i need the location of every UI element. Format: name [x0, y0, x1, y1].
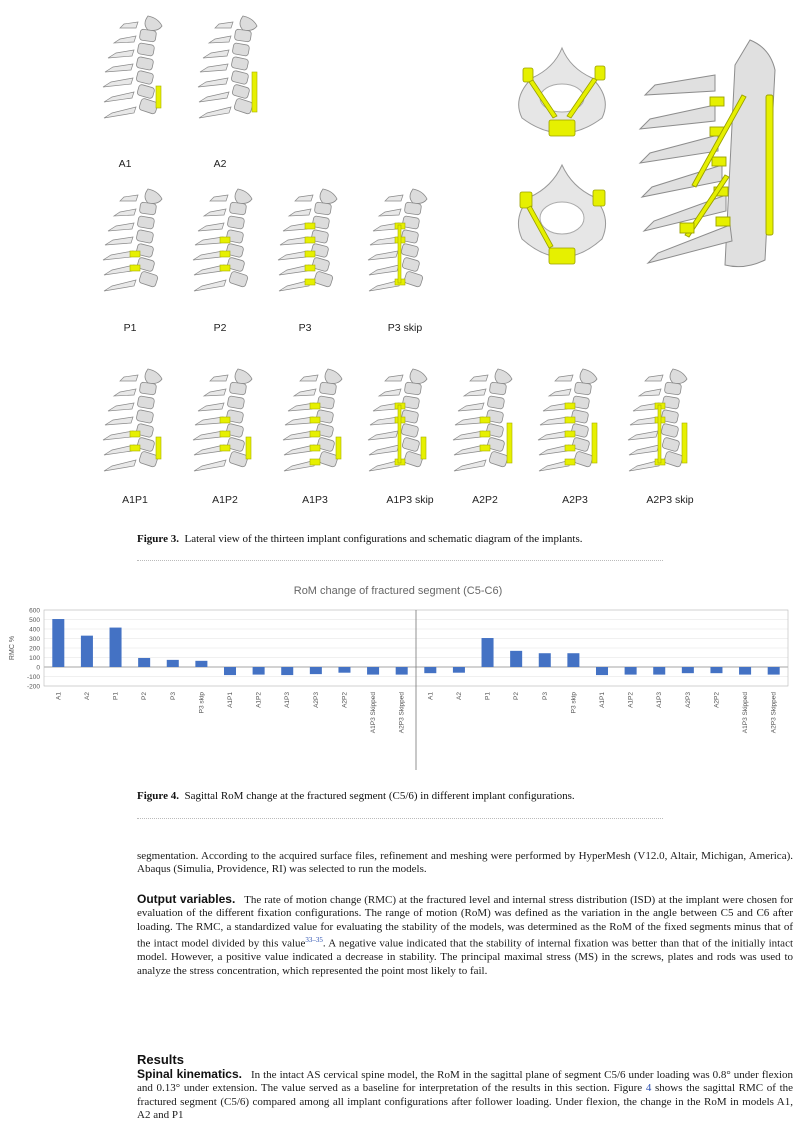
bar [396, 667, 408, 675]
config-label: A2P3 [562, 494, 588, 506]
section-heading-results: Results [137, 1052, 184, 1067]
section-heading-output-variables: Output variables. [137, 892, 236, 906]
rom-chart-svg [4, 580, 792, 780]
x-tick-label: A1P2 [255, 692, 263, 708]
caption-divider [137, 560, 663, 561]
spine-model-p2 [190, 185, 260, 305]
x-tick-label: P2 [513, 692, 521, 700]
bar [768, 667, 780, 675]
x-tick-label: A2P2 [713, 692, 721, 708]
bar [281, 667, 293, 675]
spine-model-a1p2 [190, 365, 260, 485]
spine-model-a2p3-skip [625, 365, 695, 485]
y-tick-label: -200 [26, 683, 40, 691]
x-tick-label: A1 [427, 692, 435, 700]
implant-schematic-anterior [505, 38, 620, 148]
y-tick-label: 0 [36, 664, 40, 672]
bar [710, 667, 722, 673]
section-heading-spinal-kinematics: Spinal kinematics. [137, 1067, 242, 1081]
implant-schematic-lateral [630, 35, 790, 275]
x-tick-label: P3 [541, 692, 549, 700]
bar [539, 653, 551, 667]
bar [52, 619, 64, 667]
config-label: A1 [118, 158, 132, 170]
bar [510, 651, 522, 667]
spine-model-a2p3 [535, 365, 605, 485]
spine-model-a1p3-skip [365, 365, 435, 485]
implant-schematic-posterior [505, 160, 620, 275]
y-tick-label: 200 [29, 645, 40, 653]
bar [138, 658, 150, 667]
chart-title: RoM change of fractured segment (C5-C6) [293, 585, 503, 597]
x-tick-label: A2P3 [312, 692, 320, 708]
figure3-caption-text: Lateral view of the thirteen implant configurations and schematic diagram of the implants. [184, 533, 583, 545]
x-tick-label: A2P3 Skipped [770, 692, 778, 734]
bar [224, 667, 236, 675]
paragraph-spinal-kinematics [137, 1068, 793, 1123]
spine-model-a1p1 [100, 365, 170, 485]
figure4-caption-text: Sagittal RoM change at the fractured segment (C5/6) in different implant configurations. [184, 790, 575, 802]
config-label: A1P3 [302, 494, 328, 506]
bar [110, 628, 122, 667]
spine-model-p1 [100, 185, 170, 305]
config-label: A1P2 [212, 494, 238, 506]
paragraph-output-variables [137, 893, 793, 978]
bar [653, 667, 665, 675]
bar [453, 667, 465, 673]
paragraph-text: The rate of motion change (RMC) at the fractured level and internal stress distribution (ISD) at the implant were chosen for evaluation of the different fixation configurations. The range of motion (RoM) was defined as the variation in the angle between C5 and C6 after loading. The RMC, a standardized value for evaluating the stability of the models, was determined as the RoM of the fixed segments minus that of the intact model divided by this value [137, 894, 793, 950]
figure4-caption-label: Figure 4. [137, 790, 179, 802]
config-label: A2P2 [472, 494, 498, 506]
y-tick-label: 600 [29, 607, 40, 615]
figure4-caption [137, 790, 575, 802]
x-tick-label: P1 [112, 692, 120, 700]
config-label: A1P3 skip [386, 494, 434, 506]
bar [310, 667, 322, 674]
paragraph-text: . A negative value indicated that the stability of internal fixation was better than that of the initially intact model. However, a positive value indicated a decrease in stability. The principal maximal stress (MS) in the screws, plates and rods was used to analyze the stress concentration, which represented the point most likely to fail. [137, 937, 794, 977]
paragraph-segmentation: segmentation. According to the acquired surface files, refinement and meshing were performed by HyperMesh (V12.0, Altair, Michigan, America). Abaqus (Simulia, Providence, RI) was selected to run the models. [137, 850, 793, 876]
config-label: A1P1 [122, 494, 148, 506]
spine-model-a2p2 [450, 365, 520, 485]
x-tick-label: A1P3 Skipped [742, 692, 750, 734]
y-tick-label: 100 [29, 655, 40, 662]
x-tick-label: A1P3 [656, 692, 664, 708]
spine-model-a1 [100, 12, 170, 132]
spine-model-p3-skip [365, 185, 435, 305]
citation-ref[interactable]: 33–35 [305, 936, 323, 945]
paragraph-text: In the intact AS cervical spine model, the RoM in the sagittal plane of segment C5/6 under loading was 0.8° under flexion and 0.13° under extension. The value served as a baseline for interpretation of the results in this section. Figure [137, 1069, 794, 1095]
x-tick-label: A2 [455, 692, 463, 700]
x-tick-label: P3 skip [198, 692, 206, 714]
y-tick-label: 300 [29, 636, 40, 643]
y-tick-label: -100 [26, 674, 40, 681]
x-tick-label: A2P3 [684, 692, 692, 708]
config-label: A2 [213, 158, 227, 170]
x-tick-label: P2 [141, 692, 149, 700]
bar [625, 667, 637, 675]
x-tick-label: A1P1 [599, 692, 606, 708]
x-tick-label: A1P3 [284, 692, 292, 708]
paragraph-text: shows the sagittal RMC of the fractured segment (C5/6) compared among all implant configurations after follower loading. Under flexion, the change in the RoM in models A1, A2 and P1 [137, 1082, 794, 1122]
spine-model-a2 [195, 12, 265, 132]
figure3-caption [137, 533, 582, 545]
x-tick-label: A1P1 [227, 692, 234, 708]
figure-ref-link[interactable]: 4 [645, 1082, 652, 1095]
bar [338, 667, 350, 673]
bar [167, 660, 179, 667]
bar [482, 638, 494, 667]
bar [81, 636, 93, 667]
bar [253, 667, 265, 675]
bar [682, 667, 694, 673]
x-tick-label: A1 [55, 692, 63, 700]
x-tick-label: P3 [169, 692, 177, 700]
config-label: P2 [213, 322, 227, 334]
config-label: P3 skip [387, 322, 423, 334]
config-label: A2P3 skip [646, 494, 694, 506]
x-tick-label: A1P3 Skipped [370, 692, 378, 734]
figure3-caption-label: Figure 3. [137, 533, 179, 545]
config-label: P3 [298, 322, 312, 334]
x-tick-label: A1P2 [627, 692, 635, 708]
spine-model-p3 [275, 185, 345, 305]
x-tick-label: A2 [83, 692, 91, 700]
bar [424, 667, 436, 673]
bar [367, 667, 379, 675]
bar [596, 667, 608, 675]
bar [739, 667, 751, 675]
bar [567, 653, 579, 667]
y-tick-label: 500 [29, 617, 40, 624]
x-tick-label: A2P3 Skipped [398, 692, 406, 734]
x-tick-label: P1 [484, 692, 492, 700]
config-label: P1 [123, 322, 137, 334]
spine-model-a1p3 [280, 365, 350, 485]
bar [195, 661, 207, 667]
y-axis-label: RMC % [9, 635, 16, 661]
x-tick-label: A2P2 [341, 692, 349, 708]
x-tick-label: P3 skip [570, 692, 578, 714]
rom-change-chart [4, 580, 792, 780]
y-tick-label: 400 [29, 626, 40, 634]
caption-divider [137, 818, 663, 819]
